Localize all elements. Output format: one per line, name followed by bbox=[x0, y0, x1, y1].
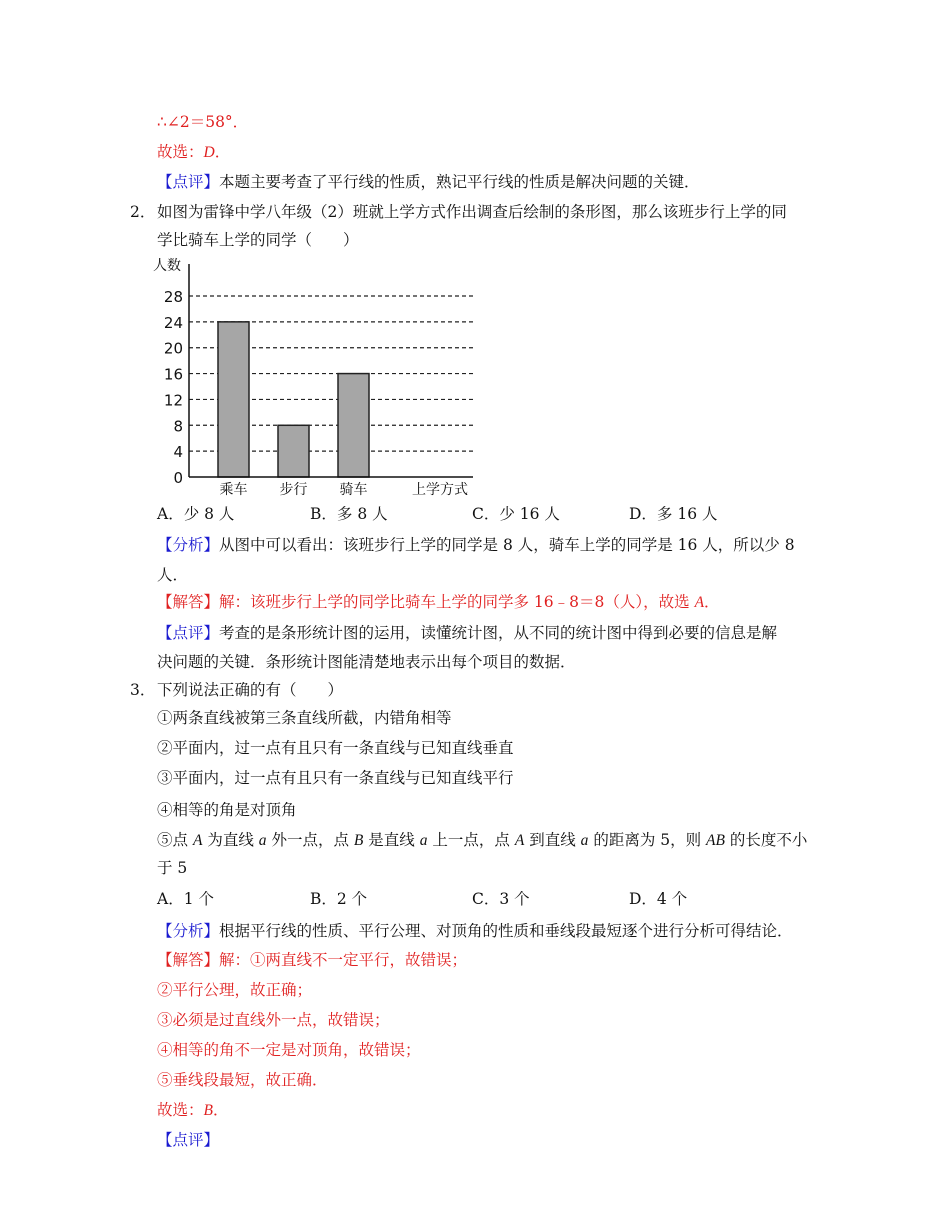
answer-text: ． bbox=[212, 1101, 229, 1119]
answer-option: C．3 个 bbox=[472, 890, 530, 908]
body-text: a bbox=[580, 832, 589, 849]
text-line bbox=[157, 172, 700, 192]
text-line bbox=[157, 680, 343, 700]
y-tick-label: 20 bbox=[163, 339, 183, 358]
body-text: a bbox=[419, 832, 428, 849]
answer-text: ②平行公理，故正确； bbox=[157, 981, 313, 999]
body-text: 的距离为 5，则 bbox=[588, 831, 707, 849]
body-text: 学比骑车上学的同学（ ） bbox=[157, 231, 359, 249]
y-tick-label: 8 bbox=[173, 417, 183, 436]
section-tag: 【分析】 bbox=[157, 536, 220, 554]
body-text: 根据平行线的性质、平行公理、对顶角的性质和垂线段最短逐个进行分析可得结论． bbox=[219, 922, 793, 940]
answer-option: D．多 16 人 bbox=[629, 505, 718, 523]
section-tag: 【分析】 bbox=[157, 922, 220, 940]
body-text: 的长度不小 bbox=[724, 831, 808, 849]
section-tag: 【点评】 bbox=[157, 624, 220, 642]
text-line bbox=[157, 565, 188, 585]
y-tick-label: 16 bbox=[163, 365, 183, 384]
text-line bbox=[157, 980, 312, 1000]
section-tag: 【点评】 bbox=[157, 1131, 220, 1149]
question-number: 3． bbox=[130, 681, 156, 699]
answer-text: 故选： bbox=[157, 143, 204, 161]
body-text: 下列说法正确的有（ ） bbox=[157, 681, 344, 699]
answer-text: B bbox=[203, 1102, 213, 1119]
answer-option: A．少 8 人 bbox=[157, 505, 235, 523]
text-line bbox=[157, 623, 777, 643]
text-line bbox=[157, 112, 248, 132]
body-text: B bbox=[353, 832, 364, 849]
text-line bbox=[157, 142, 230, 163]
body-text: AB bbox=[706, 832, 725, 849]
answer-text: ④相等的角不一定是对顶角，故错误； bbox=[157, 1041, 421, 1059]
y-axis-label: 人数 bbox=[153, 258, 181, 274]
text-line bbox=[157, 921, 793, 941]
text-line bbox=[157, 202, 787, 222]
bar bbox=[338, 374, 369, 477]
body-text: A bbox=[192, 832, 203, 849]
body-text: a bbox=[258, 832, 267, 849]
body-text: 外一点，点 bbox=[266, 831, 354, 849]
body-text: ①两条直线被第三条直线所截，内错角相等 bbox=[157, 709, 452, 727]
text-line bbox=[157, 738, 514, 758]
answer-option: D．4 个 bbox=[629, 890, 688, 908]
x-tick-label: 乘车 bbox=[219, 482, 248, 498]
text-line bbox=[157, 800, 297, 820]
text-line bbox=[157, 1070, 328, 1090]
text-line bbox=[157, 768, 514, 788]
answer-option: A．1 个 bbox=[157, 890, 214, 908]
y-tick-label: 0 bbox=[173, 469, 183, 487]
body-text: 本题主要考查了平行线的性质，熟记平行线的性质是解决问题的关键． bbox=[219, 173, 700, 191]
body-text: 如图为雷锋中学八年级（2）班就上学方式作出调查后绘制的条形图，那么该班步行上学的同 bbox=[157, 203, 787, 221]
bar bbox=[278, 425, 309, 477]
body-text: 考查的是条形统计图的运用，读懂统计图，从不同的统计图中得到必要的信息是解 bbox=[219, 624, 778, 642]
body-text: ②平面内，过一点有且只有一条直线与已知直线垂直 bbox=[157, 739, 514, 757]
question-number: 2． bbox=[130, 203, 156, 221]
text-line bbox=[157, 652, 576, 672]
answer-text: ③必须是过直线外一点，故错误； bbox=[157, 1011, 390, 1029]
y-tick-label: 4 bbox=[173, 443, 183, 462]
body-text: ③平面内，过一点有且只有一条直线与已知直线平行 bbox=[157, 769, 514, 787]
body-text: 为直线 bbox=[202, 831, 259, 849]
body-text: 是直线 bbox=[363, 831, 420, 849]
x-axis-label: 上学方式 bbox=[412, 482, 468, 498]
answer-option: B．多 8 人 bbox=[310, 505, 388, 523]
answer-text: 故选： bbox=[157, 1101, 204, 1119]
answer-option: C．少 16 人 bbox=[472, 505, 560, 523]
answer-text: ∴∠2＝58°． bbox=[157, 113, 249, 131]
answer-option: B．2 个 bbox=[310, 890, 368, 908]
y-tick-label: 28 bbox=[163, 288, 183, 306]
bar-chart bbox=[140, 250, 490, 500]
text-line bbox=[157, 1100, 229, 1121]
answer-text: ． bbox=[214, 143, 231, 161]
answer-text: A bbox=[694, 594, 705, 611]
body-text: ④相等的角是对顶角 bbox=[157, 801, 297, 819]
y-tick-label: 12 bbox=[163, 391, 183, 410]
answer-text: 【解答】解：该班步行上学的同学比骑车上学的同学多 16﹣8＝8（人），故选 bbox=[157, 593, 695, 611]
answer-text: ． bbox=[704, 593, 720, 611]
body-text: 到直线 bbox=[524, 831, 581, 849]
bar bbox=[218, 322, 249, 477]
body-text: 于 5 bbox=[157, 859, 188, 877]
answer-text: ⑤垂线段最短，故正确． bbox=[157, 1071, 328, 1089]
y-tick-label: 24 bbox=[163, 313, 183, 332]
answer-text: D bbox=[203, 144, 215, 161]
text-line bbox=[157, 230, 359, 250]
text-line bbox=[157, 858, 187, 878]
text-line bbox=[157, 830, 807, 851]
text-line bbox=[157, 1130, 219, 1150]
body-text: 上一点，点 bbox=[427, 831, 515, 849]
section-tag: 【点评】 bbox=[157, 173, 220, 191]
text-line bbox=[157, 1010, 390, 1030]
body-text: 决问题的关键．条形统计图能清楚地表示出每个项目的数据． bbox=[157, 653, 576, 671]
text-line bbox=[157, 950, 467, 970]
answer-text: 【解答】解：①两直线不一定平行，故错误； bbox=[157, 951, 468, 969]
text-line bbox=[157, 535, 795, 555]
text-line bbox=[157, 1040, 421, 1060]
text-line bbox=[157, 592, 720, 613]
text-line bbox=[157, 708, 452, 728]
body-text: A bbox=[514, 832, 525, 849]
body-text: 从图中可以看出：该班步行上学的同学是 8 人，骑车上学的同学是 16 人，所以少 8 bbox=[219, 536, 795, 554]
body-text: 人． bbox=[157, 566, 189, 584]
x-tick-label: 骑车 bbox=[339, 482, 368, 498]
x-tick-label: 步行 bbox=[279, 482, 308, 498]
body-text: ⑤点 bbox=[157, 831, 193, 849]
